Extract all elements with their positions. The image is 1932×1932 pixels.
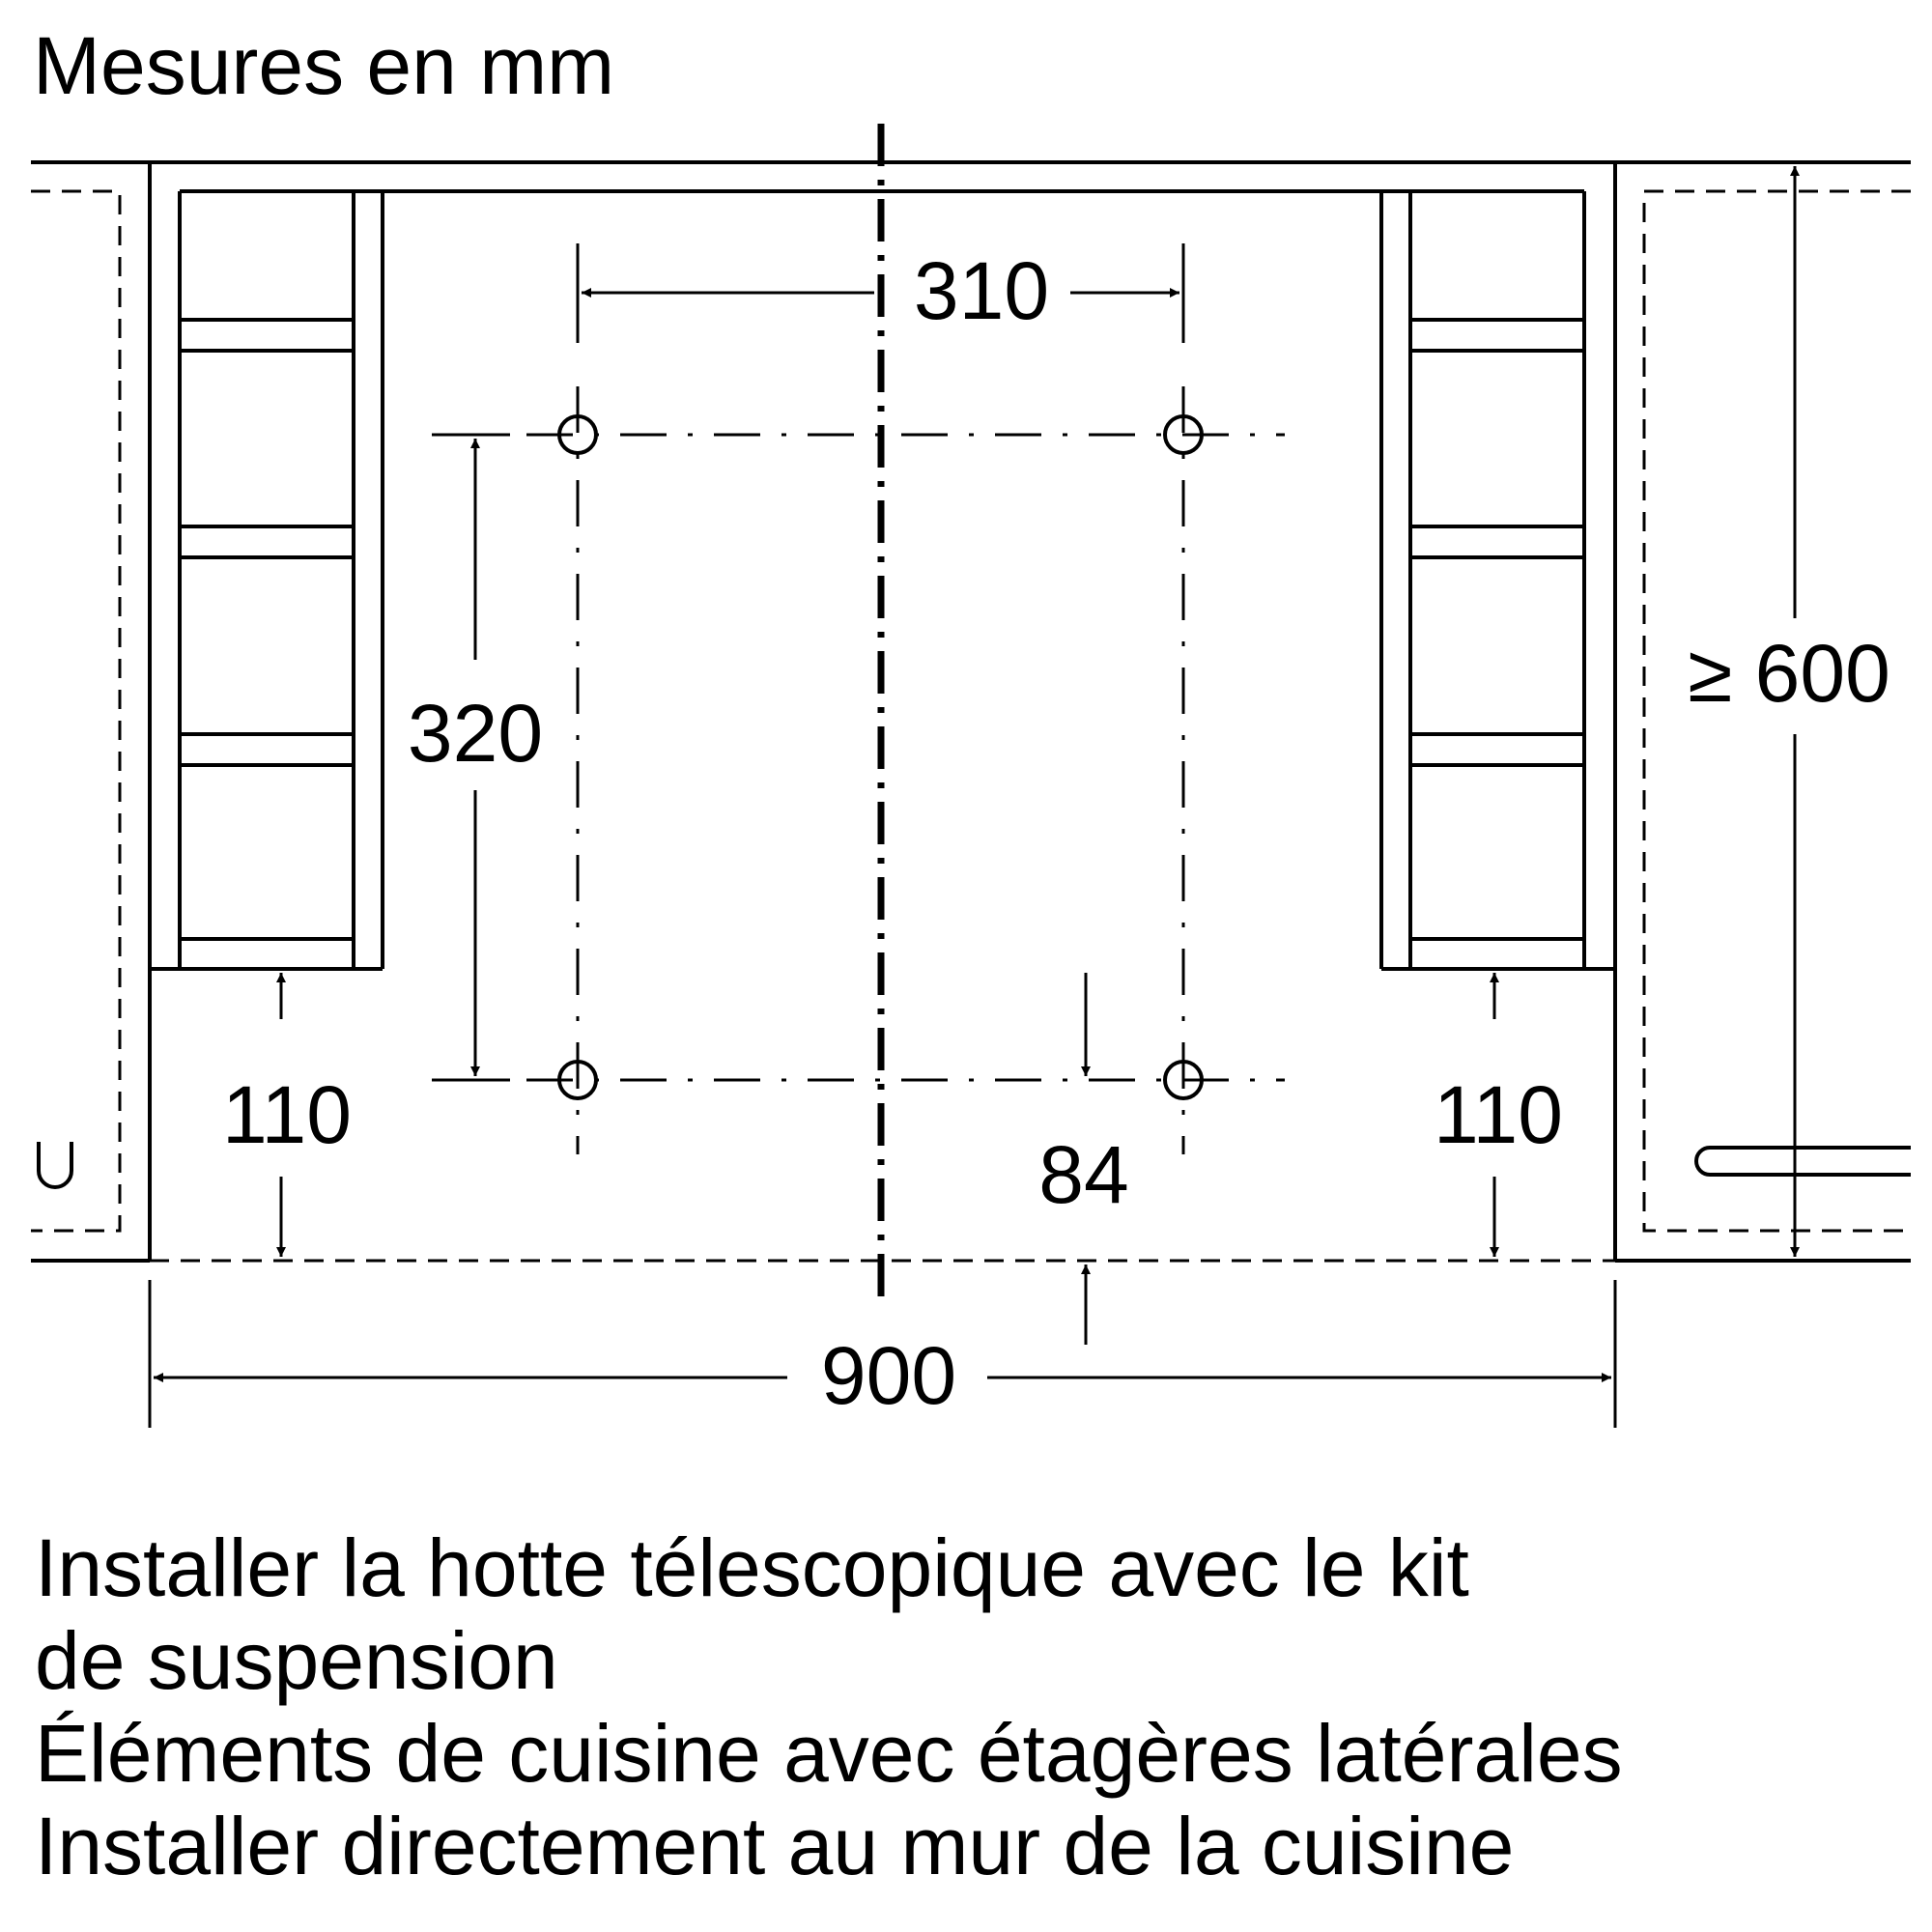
dim-right-clearance: 110 [1434,1069,1563,1160]
diagram-title: Mesures en mm [33,20,615,111]
hole-axis-lines [526,386,1285,1154]
dim-total-width: 900 [820,1330,957,1421]
note-line-3: Éléments de cuisine avec étagères latérales [35,1708,1623,1799]
note-line-1: Installer la hotte télescopique avec le kit [35,1522,1469,1613]
dimension-lines [154,166,1795,1378]
left-handle-icon [39,1142,71,1187]
note-line-2: de suspension [35,1615,558,1706]
dim-hole-spacing-horizontal: 310 [913,245,1050,336]
dim-hole-spacing-vertical: 320 [407,688,544,779]
dim-left-clearance: 110 [222,1069,352,1160]
note-line-4: Installer directement au mur de la cuisine [35,1801,1515,1891]
installation-notes [35,1521,1909,1892]
dim-hole-offset: 84 [1038,1129,1129,1220]
right-handle-icon [1696,1148,1911,1175]
dim-min-height: ≥ 600 [1688,628,1890,719]
